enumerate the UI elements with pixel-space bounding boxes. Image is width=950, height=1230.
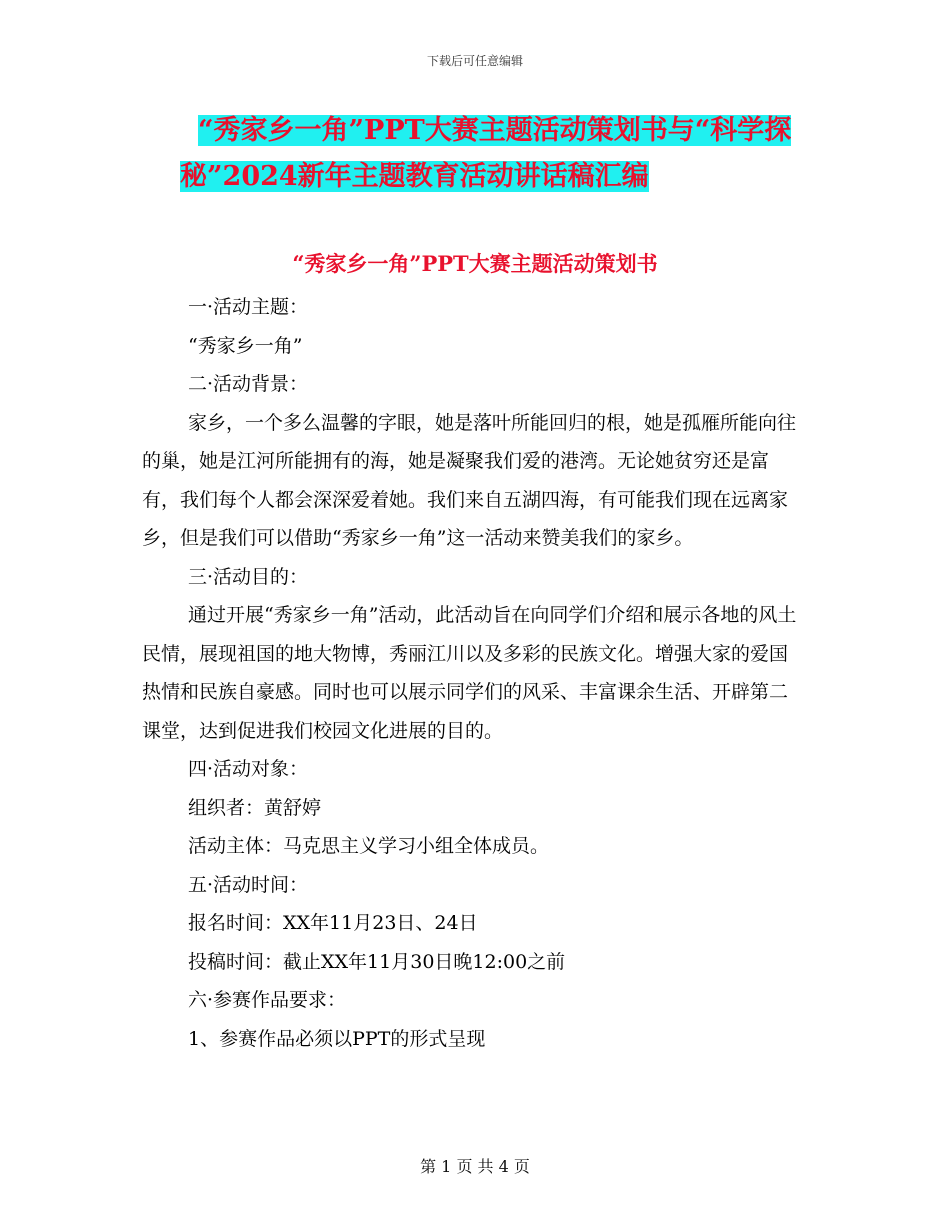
- heading-theme: 一·活动主题：: [188, 296, 309, 318]
- title-line-1: “秀家乡一角”PPT大赛主题活动策划书与“科学探: [198, 115, 792, 146]
- section-title: “秀家乡一角”PPT大赛主题活动策划书: [292, 251, 658, 276]
- purpose-paragraph: 通过开展“秀家乡一角”活动，此活动旨在向同学们介绍和展示各地的风土民情，展现祖国的地大物博，秀丽江川以及多彩的民族文化。增强大家的爱国热情和民族自豪感。同时也可以展示同学们的风采、丰富课余生活、开辟第二课堂，达到促进我们校园文化进展的目的。: [142, 604, 797, 742]
- heading-background: 二·活动背景：: [188, 373, 309, 395]
- document-title: [180, 108, 810, 200]
- page-number: 第 1 页 共 4 页: [420, 1157, 530, 1176]
- requirement-1: 1、参赛作品必须以PPT的形式呈现: [188, 1027, 486, 1050]
- theme-text: “秀家乡一角”: [188, 334, 303, 357]
- heading-participants: 四·活动对象：: [188, 758, 309, 780]
- organizer-line: 组织者：黄舒婷: [188, 796, 322, 819]
- title-line-2: 秘”2024新年主题教育活动讲话稿汇编: [180, 161, 649, 192]
- heading-requirements: 六·参赛作品要求：: [188, 989, 347, 1011]
- submission-time: 投稿时间：截止XX年11月30日晚12:00之前: [188, 950, 566, 973]
- participants-line: 活动主体：马克思主义学习小组全体成员。: [188, 835, 550, 857]
- page-header-note: 下载后可任意编辑: [426, 54, 523, 68]
- heading-purpose: 三·活动目的：: [188, 565, 309, 588]
- heading-time: 五·活动时间：: [188, 873, 309, 896]
- document-body: [142, 288, 802, 1058]
- background-paragraph: 家乡，一个多么温馨的字眼，她是落叶所能回归的根，她是孤雁所能向往的巢，她是江河所能拥有的海，她是凝聚我们爱的港湾。无论她贫穷还是富有，我们每个人都会深深爱着她。我们来自五湖四海，有可能我们现在远离家乡，但是我们可以借助“秀家乡一角”这一活动来赞美我们的家乡。: [142, 411, 797, 549]
- registration-time: 报名时间：XX年11月23日、24日: [188, 912, 478, 934]
